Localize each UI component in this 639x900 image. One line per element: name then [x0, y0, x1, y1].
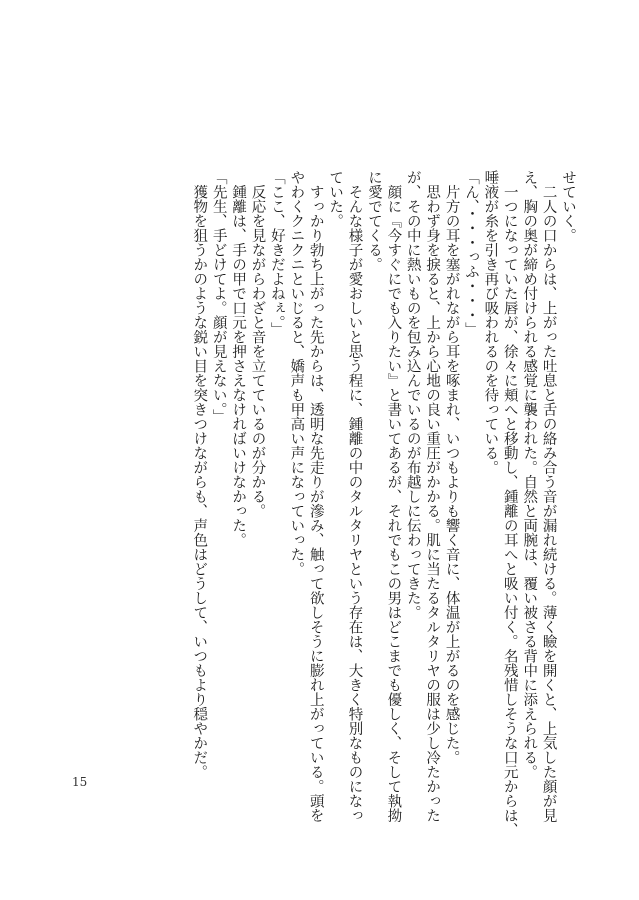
- page-number: 15: [72, 775, 88, 789]
- text-line: 獲物を狙うかのような鋭い目を突きつけながらも、声色はどうして、いつもより穏やかだ。: [191, 170, 208, 779]
- text-line: え、胸の奥が締め付けられる感覚に襲われた。自然と両腕は、覆い被さる背中に添えられる。: [521, 170, 538, 779]
- text-line: 片方の耳を塞がれながら耳を啄まれ、いつもよりも響く音に、体温が上がるのを感じた。: [443, 170, 460, 765]
- text-line: 「ん、・・・っふ・・・」: [462, 170, 479, 337]
- text-line: 思わず身を捩ると、上から心地の良い重圧がかかる。肌に当たるタルタリヤの服は少し冷たかった: [424, 170, 441, 823]
- text-line: 反応を見ながらわざと音を立てているのが分かる。: [249, 170, 266, 518]
- text-line: そんな様子が愛おしいと思う程に、鍾離の中のタルタリヤという存在は、大きく特別なものになっ: [346, 170, 363, 823]
- text-line: やわくクニクニといじると、嬌声も甲高い声になっていった。: [288, 170, 305, 576]
- vertical-text-block: [189, 170, 577, 837]
- text-line: 「先生、手どけてよ。顔が見えない。」: [210, 170, 227, 424]
- text-line: すっかり勃ち上がった先からは、透明な先走りが滲み、触って欲しそうに膨れ上がっている。頭を: [307, 170, 324, 823]
- text-line: 「ここ、好きだよねぇ。」: [268, 170, 285, 337]
- text-line: ていた。: [327, 170, 344, 228]
- text-line: 顔に『今すぐにでも入りたい』と書いてあるが、それでもこの男はどこまでも優しく、そして執拗: [385, 170, 402, 823]
- text-line: 一つになっていた唇が、徐々に頬へと移動し、鍾離の耳へと吸い付く。名残惜しそうな口元からは、: [501, 170, 518, 837]
- text-line: 鍾離は、手の甲で口元を押さえなければいけなかった。: [230, 170, 247, 547]
- text-line: 唾液が糸を引き再び吸われるのを待っている。: [482, 170, 499, 475]
- text-line: せていく。: [560, 170, 576, 243]
- text-line: が、その中に熱いものを包み込んでいるのが布越しに伝わってきた。: [404, 170, 421, 620]
- text-line: に愛でてくる。: [365, 170, 382, 272]
- text-line: 二人の口からは、上がった吐息と舌の絡み合う音が漏れ続ける。薄く瞼を開くと、上気した顔が見: [540, 170, 557, 823]
